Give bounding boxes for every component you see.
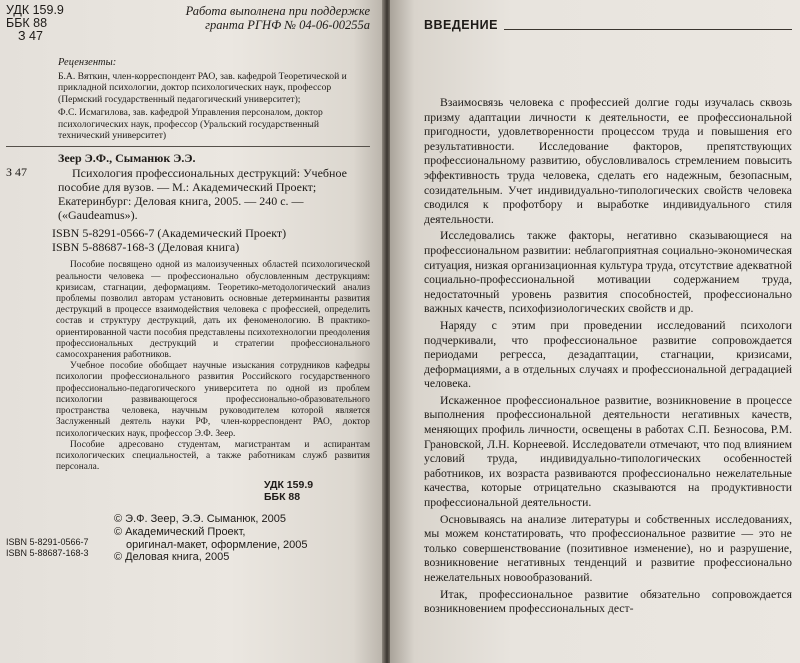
- catalog-code: З 47: [6, 165, 28, 180]
- isbn-line: ISBN 5-88687-168-3 (Деловая книга): [52, 240, 240, 255]
- authors: Зеер Э.Ф., Сыманюк Э.Э.: [58, 151, 196, 166]
- grant-note: [186, 4, 370, 43]
- reviewer-entry: Ф.С. Исмагилова, зав. кафедрой Управления персоналом, доктор психологических наук, профессор (Уральский государственный технический университет): [58, 107, 323, 142]
- copyright-line: © Э.Ф. Зеер, Э.Э. Сыманюк, 2005: [114, 513, 286, 526]
- isbn-small: [6, 513, 114, 563]
- chapter-title: ВВЕДЕНИЕ: [424, 18, 498, 32]
- isbn-line: ISBN 5-8291-0566-7 (Академический Проект): [52, 226, 287, 241]
- right-page: [390, 0, 800, 663]
- catalog-indexes: [6, 4, 64, 43]
- isbn-block: [52, 226, 370, 254]
- grant-line: Работа выполнена при поддержке: [185, 4, 370, 18]
- copyright-line: © Академический Проект,: [114, 525, 246, 538]
- annotation: [56, 260, 370, 473]
- body-paragraph: Итак, профессиональное развитие обязательно сопровождается возникновением профессиональных дест-: [424, 587, 792, 616]
- grant-line: гранта РГНФ № 04-06-00255а: [205, 18, 370, 32]
- body-paragraph: Искаженное профессиональное развитие, возникновение в процессе выполнения профессиональной деятельности негативных качеств, меняющих профиль личности, освещены в работах С.П. Безносова, Р.М. Грановской, Л.Н. Корнеевой. Исследователи отмечают, что под влиянием условий труда, индивидуально-типологических особенностей работников, их возраста развиваются профессионально нежелательные качества, которые отрицательно сказываются на продуктивности профессиональной деятельности.: [424, 393, 792, 510]
- reviewers-title: Рецензенты:: [58, 57, 117, 68]
- imprint: [6, 513, 370, 563]
- annotation-paragraph: Учебное пособие обобщает научные изыскания сотрудников кафедры психологии профессионального развития Российского государственного профессионально-педагогического университета по одной из проблем психологии развивающегося профессионально-образовательного пространства человека, научным руководителем которой является Заслуженный деятель науки РФ, член-корреспондент РАО, доктор психологических наук, профессор Э.Ф. Зеер.: [56, 361, 370, 439]
- copyright-block: [114, 513, 308, 563]
- bibliographic-record: [6, 151, 370, 222]
- copyright-line: оригинал-макет, оформление, 2005: [126, 538, 308, 551]
- reviewer-entry: Б.А. Вяткин, член-корреспондент РАО, зав. кафедрой Теоретической и прикладной психологии, доктор психологических наук, профессор (Пермский государственный педагогический университет);: [58, 71, 347, 105]
- catalog-indexes-bottom: [264, 479, 370, 503]
- body-paragraph: Наряду с этим при проведении исследований психологи подчеркивали, что профессиональное развитие сопровождается периодами регресса, дезадаптации, стагнации, кризисами, деформациями, а в отдельных случаях и профессиональной деградацией человека.: [424, 318, 792, 391]
- body-paragraph: Основываясь на анализе литературы и собственных исследованиях, мы можем констатировать, что профессиональное развитие — это не только совершенствование (позитивное изменение), но и разрушение, возникновение негативных тенденций и развитие профессионально нежелательных новообразований.: [424, 512, 792, 584]
- udk-index: УДК 159.9: [264, 479, 314, 492]
- udk-index: УДК 159.9: [6, 3, 64, 17]
- heading-rule: [504, 29, 792, 30]
- annotation-paragraph: Пособие адресовано студентам, магистрантам и аспирантам психологических специальностей, а также работникам служб развития персонала.: [56, 439, 370, 473]
- chapter-header: [424, 18, 792, 32]
- left-page: [0, 0, 384, 663]
- body-paragraph: Исследовались также факторы, негативно сказывающиеся на профессиональном развитии: неблагоприятная социально-экономическая ситуация, низкая организационная культура труда, отсутствие адекватной социально-профессиональной мотивации содержанием труда, недостаточный уровень развития способностей, профессионально важных качеств, психофизиологических свойств и др.: [424, 229, 792, 316]
- author-code: З 47: [18, 29, 43, 43]
- annotation-paragraph: Пособие посвящено одной из малоизученных областей психологической реальности человека — профессионально обусловленным деструкциям: кризисам, стагнации, деформациям. Теоретико-методологический анализ проблемы позволил авторам установить основные детерминанты развития деструкций в процессе взаимодействия человека с профессией, определить состав и структуру деструкций, дать их феноменологию. В практико-ориентированной части пособия представлены психотехнологии преодоления профессиональных деструкций и стратегии профессионального самосохранения работников.: [56, 260, 370, 361]
- body-paragraph: Взаимосвязь человека с профессией долгие годы изучалась сквозь призму адаптации личности к деятельности, ее профессиональной пригодности, удовлетворенности процессом труда и повышения его результативности. Исследование факторов, препятствующих профессиональному развитию, обусловливалось стремлением повысить эффективность труда человека, сделать его надежным, безопасным, созидательным. Учет индивидуально-типологических свойств человека сводился к профотбору и выработке индивидуального стиля деятельности.: [424, 96, 792, 226]
- copyright-line: © Деловая книга, 2005: [114, 551, 230, 564]
- bbk-index: ББК 88: [6, 16, 48, 30]
- isbn-line: ISBN 5-88687-168-3: [6, 547, 89, 558]
- divider: [6, 146, 370, 147]
- isbn-line: ISBN 5-8291-0566-7: [6, 537, 89, 548]
- book-description: Психология профессиональных деструкций: Учебное пособие для вузов. — М.: Академический Проект; Екатеринбург: Деловая книга, 2005. — 240 с. — («Gaudeamus»).: [58, 165, 347, 223]
- bbk-index: ББК 88: [264, 491, 301, 504]
- body-text: [424, 96, 792, 617]
